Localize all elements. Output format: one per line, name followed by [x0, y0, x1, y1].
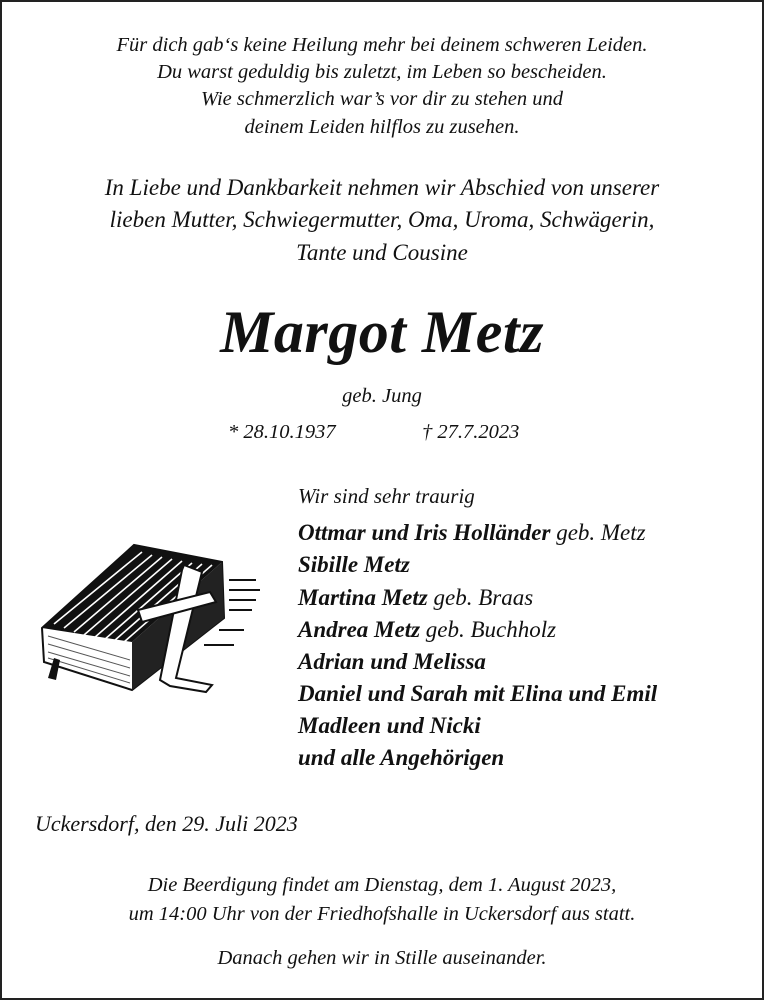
- mourner-entry: [298, 585, 533, 611]
- intro-line: Tante und Cousine: [296, 240, 468, 265]
- poem-line: Für dich gab‘s keine Heilung mehr bei deinem schweren Leiden.: [116, 34, 648, 56]
- death-date: † 27.7.2023: [422, 421, 520, 443]
- deceased-name: Margot Metz: [220, 299, 544, 365]
- mourners-heading: Wir sind sehr traurig: [298, 484, 475, 508]
- poem-line: Wie schmerzlich war’s vor dir zu stehen und: [201, 88, 563, 110]
- place-date: Uckersdorf, den 29. Juli 2023: [35, 811, 298, 836]
- mourner-name: Adrian und Melissa: [298, 649, 486, 674]
- mourner-entry: [298, 617, 556, 643]
- mourner-entry: [298, 520, 646, 546]
- mourner-name: Madleen und Nicki: [298, 713, 481, 738]
- mourner-name: Daniel und Sarah mit Elina und Emil: [298, 681, 658, 706]
- mourner-entry: [298, 745, 504, 771]
- poem-line: deinem Leiden hilflos zu zusehen.: [244, 116, 520, 138]
- funeral-line: Die Beerdigung findet am Dienstag, dem 1. August 2023,: [147, 874, 617, 896]
- mourner-note: geb. Braas: [427, 585, 534, 610]
- funeral-line: um 14:00 Uhr von der Friedhofshalle in Uckersdorf aus statt.: [128, 903, 636, 925]
- mourner-name: Ottmar und Iris Holländer: [298, 520, 551, 545]
- mourner-entry: [298, 681, 657, 707]
- mourner-name: Sibille Metz: [298, 552, 410, 577]
- mourner-entry: [298, 649, 486, 675]
- intro-line: lieben Mutter, Schwiegermutter, Oma, Uroma, Schwägerin,: [109, 207, 655, 232]
- mourner-note: geb. Metz: [550, 520, 646, 545]
- intro-line: In Liebe und Dankbarkeit nehmen wir Abschied von unserer: [104, 175, 660, 200]
- closing-line: Danach gehen wir in Stille auseinander.: [217, 947, 547, 969]
- bible-with-cross-icon: [34, 540, 264, 700]
- poem-line: Du warst geduldig bis zuletzt, im Leben so bescheiden.: [157, 61, 607, 83]
- mourner-name: Martina Metz: [298, 585, 428, 610]
- mourner-note: geb. Buchholz: [420, 617, 557, 642]
- mourner-name: Andrea Metz: [298, 617, 421, 642]
- birth-name: geb. Jung: [342, 385, 422, 407]
- mourner-name: und alle Angehörigen: [298, 745, 505, 770]
- birth-date: * 28.10.1937: [228, 421, 336, 443]
- mourner-entry: [298, 552, 410, 578]
- mourner-entry: [298, 713, 481, 739]
